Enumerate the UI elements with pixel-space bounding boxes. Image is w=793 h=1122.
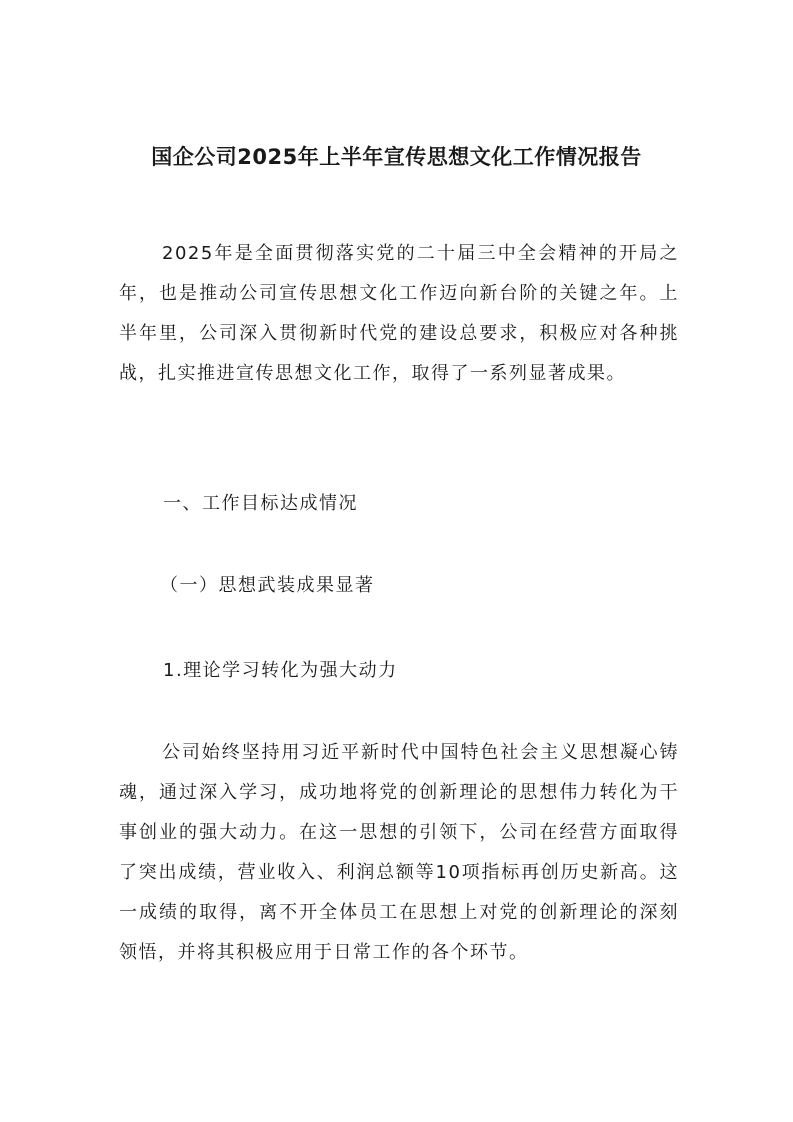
intro-paragraph: 2025年是全面贯彻落实党的二十届三中全会精神的开局之年，也是推动公司宣传思想文化工作迈向新台阶的关键之年。上半年里，公司深入贯彻新时代党的建设总要求，积极应对各种挑战，扎实推进宣传思想文化工作，取得了一系列显著成果。 <box>119 243 679 384</box>
section-heading: 一、工作目标达成情况 <box>163 493 358 514</box>
document-title: 国企公司2025年上半年宣传思想文化工作情况报告 <box>151 145 642 170</box>
subsection-heading: （一）思想武装成果显著 <box>160 575 375 596</box>
item-heading: 1.理论学习转化为强大动力 <box>163 660 398 681</box>
body-paragraph: 公司始终坚持用习近平新时代中国特色社会主义思想凝心铸魂，通过深入学习，成功地将党的创新理论的思想伟力转化为干事创业的强大动力。在这一思想的引领下，公司在经营方面取得了突出成绩，营业收入、利润总额等10项指标再创历史新高。这一成绩的取得，离不开全体员工在思想上对党的创新理论的深刻领悟，并将其积极应用于日常工作的各个环节。 <box>119 742 679 963</box>
